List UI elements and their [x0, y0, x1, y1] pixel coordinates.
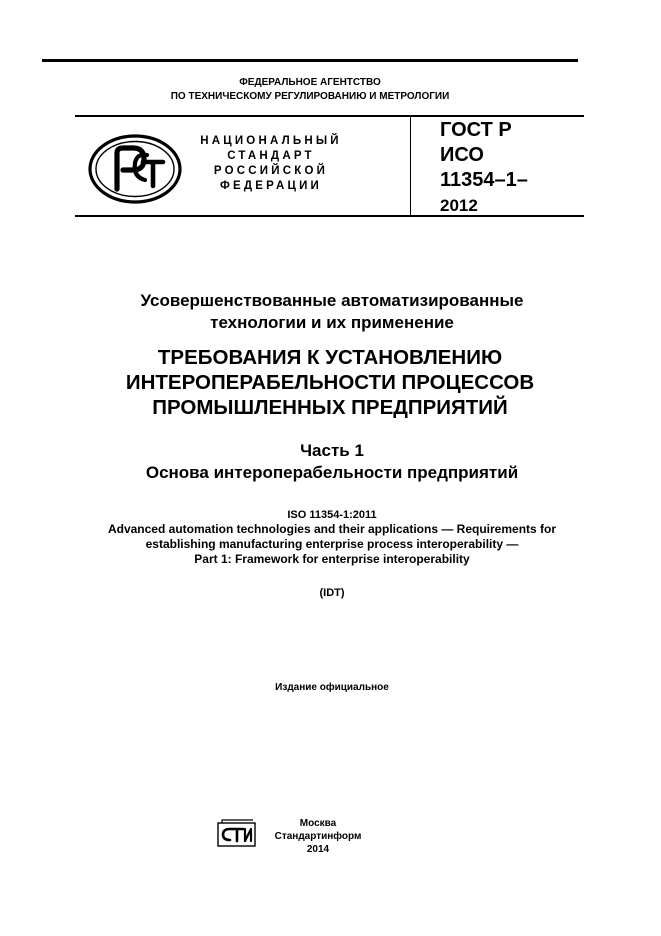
publisher-year: 2014	[306, 844, 330, 855]
designation-line-2: ИСО	[440, 144, 484, 166]
edition-label: Издание официальное	[275, 682, 389, 693]
document-subtitle	[42, 290, 622, 334]
agency-line-2: ПО ТЕХНИЧЕСКОМУ РЕГУЛИРОВАНИЮ И МЕТРОЛОГИИ	[170, 91, 450, 102]
iso-title-line-3: Part 1: Framework for enterprise interoperability	[194, 552, 470, 566]
designation-line-3: 11354–1–	[440, 169, 528, 191]
iso-number: ISO 11354-1:2011	[287, 509, 377, 521]
part-title: Основа интероперабельности предприятий	[145, 463, 519, 482]
subtitle-line-1: Усовершенствованные автоматизированные	[140, 291, 524, 310]
iso-title-line-1: Advanced automation technologies and their applications — Requirements for	[107, 522, 557, 536]
designation-line-1: ГОСТ Р	[440, 119, 512, 141]
header-top-rule	[42, 59, 578, 62]
part-number: Часть 1	[300, 441, 364, 460]
publisher-block	[258, 817, 378, 856]
iso-title	[42, 522, 622, 567]
publisher-city: Москва	[299, 818, 337, 829]
national-standard-label	[182, 134, 360, 194]
main-title-line-1: ТРЕБОВАНИЯ К УСТАНОВЛЕНИЮ	[157, 346, 503, 369]
designation-year: 2012	[440, 196, 478, 215]
iso-title-line-2: establishing manufacturing enterprise process interoperability —	[145, 537, 519, 551]
standartinform-logo	[217, 819, 257, 849]
national-line-2: СТАНДАРТ	[227, 150, 315, 162]
standartinform-icon	[217, 819, 257, 849]
header-block-top-rule	[75, 115, 584, 117]
header-block-divider	[410, 117, 411, 215]
main-title-line-2: ИНТЕРОПЕРАБЕЛЬНОСТИ ПРОЦЕССОВ	[125, 371, 535, 394]
agency-name	[42, 76, 578, 104]
national-line-3: РОССИЙСКОЙ	[213, 165, 329, 177]
equivalence-degree: (IDT)	[319, 587, 345, 599]
main-title-line-3: ПРОМЫШЛЕННЫХ ПРЕДПРИЯТИЙ	[152, 396, 508, 419]
agency-line-1: ФЕДЕРАЛЬНОЕ АГЕНТСТВО	[239, 77, 381, 88]
standard-designation	[440, 118, 580, 218]
publisher-name: Стандартинформ	[274, 831, 362, 842]
document-main-title	[30, 345, 630, 420]
rst-emblem-logo	[87, 133, 183, 205]
national-line-4: ФЕДЕРАЦИИ	[219, 180, 323, 192]
subtitle-line-2: технологии и их применение	[210, 313, 454, 332]
rst-emblem-icon	[87, 133, 183, 205]
national-line-1: НАЦИОНАЛЬНЫЙ	[200, 135, 342, 147]
